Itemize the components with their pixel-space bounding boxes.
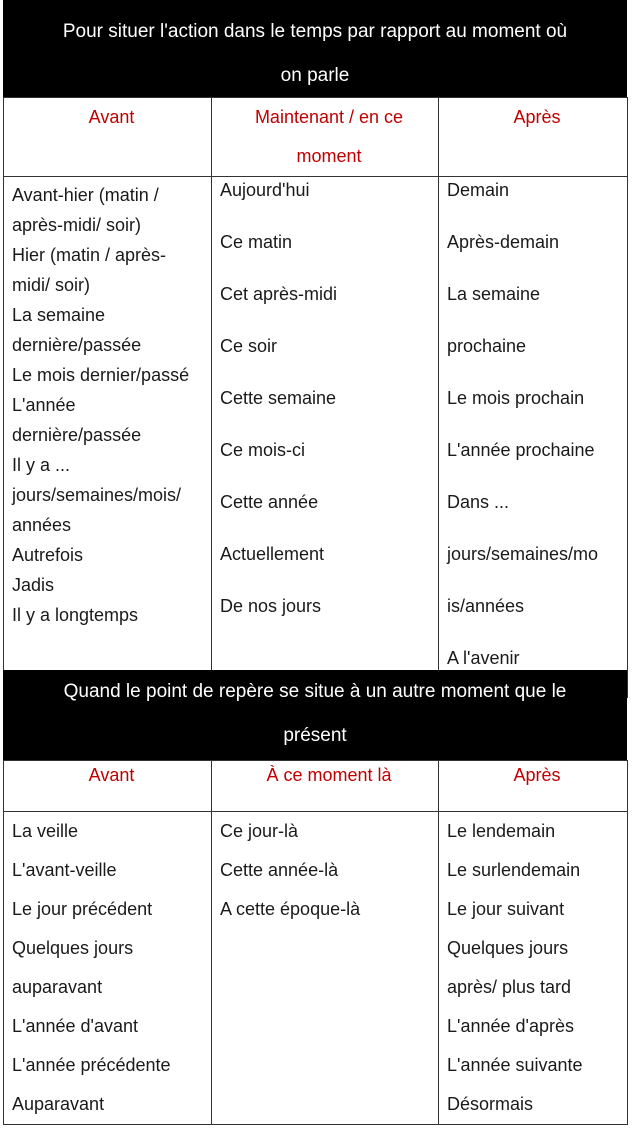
present-reference-table xyxy=(3,97,628,698)
expression-line: L'année xyxy=(12,395,76,415)
expression-line: dernière/passée xyxy=(12,335,142,355)
expression-line: Le jour suivant xyxy=(447,899,565,919)
column-header-that-moment: À ce moment là xyxy=(212,761,439,812)
expression-line: Le mois prochain xyxy=(447,388,585,408)
section-2-title-line-2: présent xyxy=(283,725,347,746)
expression-line: Quelques jours xyxy=(447,938,569,958)
expression-line: jours/semaines/mo xyxy=(447,544,599,564)
expression-line: Ce matin xyxy=(220,232,293,252)
expression-line: L'avant-veille xyxy=(12,860,117,880)
expression-line: Cette année-là xyxy=(220,860,339,880)
expression-line: A cette époque-là xyxy=(220,899,361,919)
now-expressions-cell xyxy=(212,177,439,698)
expression-line: Ce jour-là xyxy=(220,821,299,841)
column-header-after: Après xyxy=(439,98,628,177)
expression-line: après/ plus tard xyxy=(447,977,572,997)
expression-line: Auparavant xyxy=(12,1094,105,1114)
section-1-title-line-2: on parle xyxy=(280,65,350,86)
expression-line: Désormais xyxy=(447,1094,534,1114)
expression-line: dernière/passée xyxy=(12,425,142,445)
before-expressions-cell xyxy=(4,177,212,698)
expression-line: Ce mois-ci xyxy=(220,440,306,460)
after-expressions-cell xyxy=(439,812,628,1125)
expression-line: L'année précédente xyxy=(12,1055,171,1075)
section-2-title xyxy=(3,670,627,760)
column-header-after: Après xyxy=(439,761,628,812)
that-moment-expressions-cell xyxy=(212,812,439,1125)
expression-line: Le jour précédent xyxy=(12,899,153,919)
expression-line: midi/ soir) xyxy=(12,275,91,295)
column-header-now-line-1: Maintenant / en ce xyxy=(254,107,404,127)
expression-line: Autrefois xyxy=(12,545,84,565)
expression-line: Après-demain xyxy=(447,232,560,252)
expression-line: La semaine xyxy=(12,305,106,325)
section-1-title xyxy=(3,0,627,97)
expression-line: A l'avenir xyxy=(447,648,520,668)
expression-line: Hier (matin / après- xyxy=(12,245,167,265)
expression-line: auparavant xyxy=(12,977,103,997)
expression-line: L'année d'avant xyxy=(12,1016,138,1036)
expression-line: Avant-hier (matin / xyxy=(12,185,159,205)
expression-line: L'année suivante xyxy=(447,1055,583,1075)
section-1-title-line-1: Pour situer l'action dans le temps par rapport au moment où xyxy=(62,21,568,42)
expression-line: Il y a ... xyxy=(12,455,71,475)
expression-line: L'année d'après xyxy=(447,1016,574,1036)
expression-line: jours/semaines/mois/ xyxy=(12,485,182,505)
expression-line: Le lendemain xyxy=(447,821,556,841)
expression-line: prochaine xyxy=(447,336,527,356)
after-expressions-cell xyxy=(439,177,628,698)
expression-line: is/années xyxy=(447,596,525,616)
expression-line: Cette année xyxy=(220,492,319,512)
other-reference-table xyxy=(3,760,628,1125)
expression-line: Le surlendemain xyxy=(447,860,581,880)
expression-line: La semaine xyxy=(447,284,541,304)
expression-line: Demain xyxy=(447,180,510,200)
column-header-before: Avant xyxy=(4,98,212,177)
column-header-now-line-2: moment xyxy=(296,146,362,166)
expression-line: Quelques jours xyxy=(12,938,134,958)
expression-line: Ce soir xyxy=(220,336,278,356)
expression-line: Jadis xyxy=(12,575,55,595)
section-2-title-line-1: Quand le point de repère se situe à un autre moment que le xyxy=(63,681,567,702)
expression-line: Aujourd'hui xyxy=(220,180,310,200)
before-expressions-cell xyxy=(4,812,212,1125)
expression-line: Le mois dernier/passé xyxy=(12,365,190,385)
expression-line: L'année prochaine xyxy=(447,440,595,460)
expression-line: De nos jours xyxy=(220,596,322,616)
expression-line: Cette semaine xyxy=(220,388,337,408)
expression-line: Il y a longtemps xyxy=(12,605,139,625)
expression-line: Dans ... xyxy=(447,492,510,512)
column-header-before: Avant xyxy=(4,761,212,812)
expression-line: après-midi/ soir) xyxy=(12,215,142,235)
expression-line: Cet après-midi xyxy=(220,284,338,304)
expression-line: La veille xyxy=(12,821,79,841)
expression-line: Actuellement xyxy=(220,544,325,564)
expression-line: années xyxy=(12,515,72,535)
